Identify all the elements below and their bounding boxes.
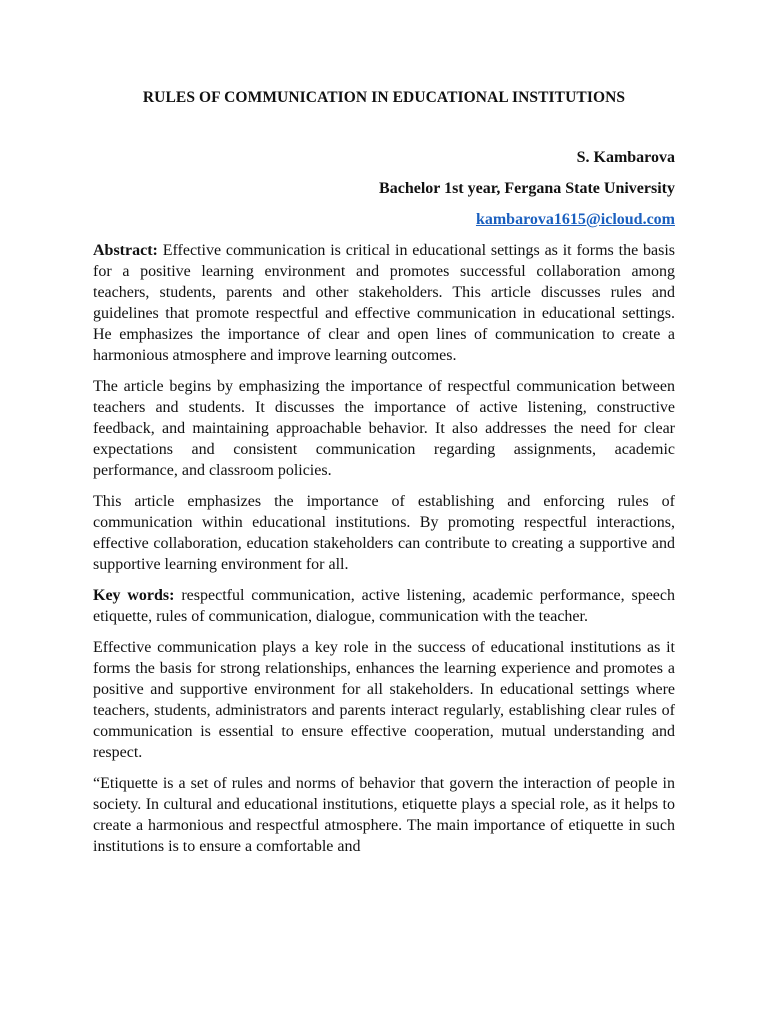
body-paragraph-6: “Etiquette is a set of rules and norms of behavior that govern the interaction of people in society. In cultural and educational institutions, etiquette plays a special role, as it helps to create a harmonious and respectful atmosphere. The main importance of etiquette in such institutions is to ensure a comfortable and	[93, 775, 675, 855]
author-block	[93, 148, 675, 230]
author-affiliation: Bachelor 1st year, Fergana State University	[379, 180, 675, 197]
keywords-label: Key words:	[93, 587, 175, 604]
author-name: S. Kambarova	[576, 149, 675, 166]
body-paragraph-2: The article begins by emphasizing the importance of respectful communication between teachers and students. It discusses the importance of active listening, constructive feedback, and maintaining approachable behavior. It also addresses the need for clear expectations and consistent communication regarding assignments, academic performance, and classroom policies.	[93, 378, 675, 479]
document-page	[93, 88, 675, 867]
keywords-paragraph	[93, 585, 675, 627]
abstract-text: Effective communication is critical in educational settings as it forms the basis for a positive learning environment and promotes successful collaboration among teachers, students, parents and other stakeholders. This article discusses rules and guidelines that promote respectful and effective communication in educational settings. He emphasizes the importance of clear and open lines of communication to create a harmonious atmosphere and improve learning outcomes.	[93, 242, 675, 364]
keywords-text: respectful communication, active listening, academic performance, speech etiquette, rules of communication, dialogue, communication with the teacher.	[93, 587, 676, 625]
body-paragraph-3: This article emphasizes the importance of establishing and enforcing rules of communication within educational institutions. By promoting respectful interactions, effective collaboration, education stakeholders can contribute to creating a supportive and supportive learning environment for all.	[93, 493, 675, 573]
body-paragraph-5: Effective communication plays a key role in the success of educational institutions as it forms the basis for strong relationships, enhances the learning experience and promotes a positive and supportive environment for all stakeholders. In educational settings where teachers, students, administrators and parents interact regularly, establishing clear rules of communication is essential to ensure effective cooperation, mutual understanding and respect.	[93, 639, 675, 761]
author-email-link[interactable]: kambarova1615@icloud.com	[475, 211, 675, 228]
abstract-paragraph	[93, 240, 675, 366]
paper-title: RULES OF COMMUNICATION IN EDUCATIONAL INSTITUTIONS	[142, 89, 626, 106]
abstract-label: Abstract:	[93, 242, 158, 259]
